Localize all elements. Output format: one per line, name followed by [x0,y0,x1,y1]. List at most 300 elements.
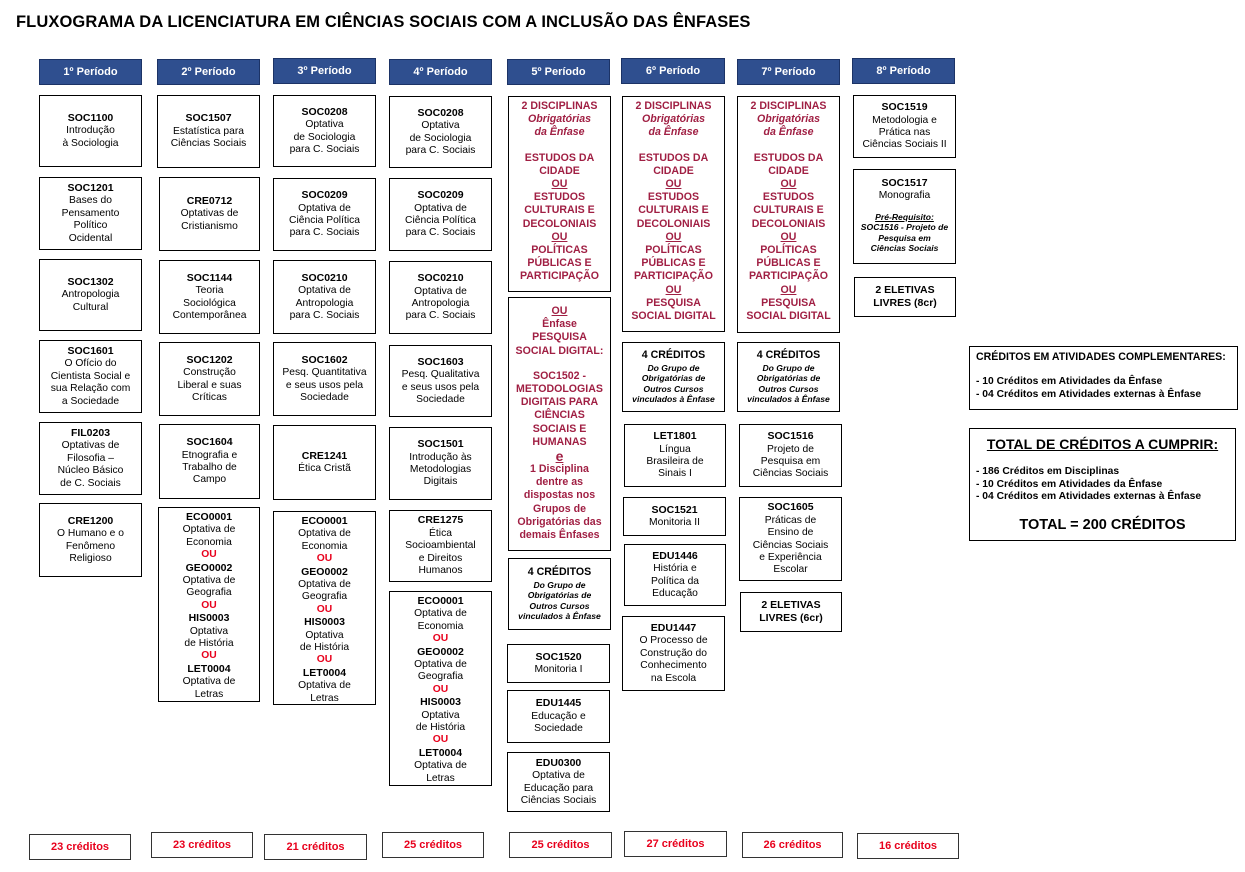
course-box-edu0300 [507,752,610,812]
course-box-cre1200 [39,503,142,577]
complementary-line: - 04 Créditos em Atividades externas à Ênfase [976,388,1202,400]
emphasis-line: Ênfase [542,318,577,331]
course-code: SOC1501 [417,438,464,451]
course-code: HIS0003 [420,696,461,709]
group-credits-line: Obrigatórias de [756,373,821,384]
course-name-line: e seus usos pela [285,379,364,391]
course-box-soc0209-p3 [273,178,376,251]
emphasis-line: Obrigatórias das [517,515,602,528]
emphasis-option: CIDADE [768,164,809,177]
total-line: - 10 Créditos em Atividades da Ênfase [976,478,1163,490]
course-name-line: Pesq. Quantitativa [282,367,367,379]
course-name-line: Monitoria II [649,517,700,528]
course-code: LET1801 [653,430,697,443]
group-credits-line: Do Grupo de [762,362,815,373]
course-name-line: Geografia [301,591,348,603]
period-credits-8: 16 créditos [857,833,959,859]
emphasis-option: CULTURAIS E [753,204,824,217]
course-code: LET0004 [418,746,463,759]
emphasis-option: POLÍTICAS [760,244,817,257]
electives-line: LIVRES (8cr) [873,297,937,309]
course-name-line: Filosofia – [67,452,114,464]
or-separator: OU [665,178,682,191]
course-name-line: de História [415,722,466,734]
emphasis-option: POLÍTICAS [531,244,588,257]
period-credits-7: 26 créditos [742,832,843,858]
period-credits-2: 23 créditos [151,832,253,858]
course-name-line: Optativa de [298,202,351,214]
emphasis-option: CULTURAIS E [638,204,709,217]
course-box-soc1602 [273,342,376,416]
digital-emphasis-box [508,297,611,551]
course-box-soc1517 [853,169,956,264]
prerequisite-line: SOC1516 - Projeto de [860,222,949,233]
course-code: LET0004 [302,666,347,679]
course-code: SOC1605 [767,501,814,514]
course-name-line: de História [299,642,350,654]
group-credits-head: 4 CRÉDITOS [641,349,706,362]
course-name-line: para C. Sociais [289,143,360,155]
course-name-line: Conhecimento [640,660,707,672]
course-name-line: Sinais I [658,468,692,480]
course-box-soc1604 [159,424,260,499]
course-name-line: Cultural [72,301,109,313]
course-name-line: Práticas de [764,514,817,526]
or-separator: OU [780,283,797,296]
course-name-line: Metodologia e [872,114,937,126]
emphasis-line: 1 Disciplina [530,463,589,476]
emphasis-head: 2 DISCIPLINAS [750,100,827,112]
course-name-line: Introdução às [409,451,472,463]
emphasis-line: Grupos de [533,502,586,515]
emphasis-option: CIDADE [539,164,580,177]
emphasis-box-p5 [508,96,611,292]
course-name-line: Monitoria I [534,664,583,675]
course-name-line: para C. Sociais [405,227,476,239]
emphasis-option: ESTUDOS [762,191,815,204]
emphasis-sub: Obrigatórias [528,113,591,126]
emphasis-option: ESTUDOS DA [524,151,595,164]
period-header-2: 2º Período [157,59,260,85]
course-name-line: Antropologia [295,297,354,309]
course-code: SOC0208 [417,106,464,119]
course-code: ECO0001 [301,515,348,527]
period-header-1: 1º Período [39,59,142,85]
emphasis-option: ESTUDOS DA [638,151,709,164]
course-name-line: na Escola [650,672,697,684]
total-title: TOTAL DE CRÉDITOS A CUMPRIR: [986,436,1219,452]
period-header-4: 4º Período [389,59,492,85]
course-code: CRE1241 [301,449,348,462]
course-box-fil0203 [39,422,142,495]
period-header-8: 8º Período [852,58,955,84]
course-box-soc1100 [39,95,142,167]
optativas-box-p4 [389,591,492,786]
course-code: SOC1202 [186,353,233,366]
electives-line: 2 ELETIVAS [761,598,821,611]
course-name-line: Letras [194,688,224,700]
course-name-line: Ciências Sociais [752,468,829,480]
course-name-line: Escolar [773,564,808,576]
course-name-line: sua Relação com [50,383,131,395]
course-name-line: Ciências Sociais [752,539,829,551]
emphasis-line: SOC1502 - [533,369,586,382]
emphasis-box-p6 [622,96,725,332]
course-box-soc0208-p4 [389,96,492,168]
course-box-soc1603 [389,345,492,417]
or-separator: OU [316,654,333,666]
total-line: - 04 Créditos em Atividades externas à Ênfase [976,491,1202,503]
course-box-cre1275 [389,510,492,582]
course-box-soc1201 [39,177,142,250]
course-name-line: Optativa de [298,680,351,692]
course-code: SOC1520 [535,650,582,663]
and-separator: e [555,448,564,465]
course-box-soc1601 [39,340,142,413]
course-box-soc1521 [623,497,726,536]
course-box-soc0210-p3 [273,260,376,334]
course-name-line: Estatística para [173,125,244,137]
course-box-soc1519 [853,95,956,158]
group-credits-line: Outros Cursos [758,383,819,394]
course-code: GEO0002 [417,645,464,658]
course-name-line: Trabalho de [182,462,237,473]
course-name-line: Brasileira de [646,456,704,467]
course-code: SOC1507 [185,112,232,125]
course-name-line: Ciência Política [405,215,476,226]
course-name-line: Optativa de [182,575,236,587]
course-name-line: Optativa de [414,608,467,620]
course-code: SOC1603 [417,355,464,368]
course-name-line: Optativas de [180,208,239,220]
course-code: EDU1446 [652,549,698,562]
course-name-line: para C. Sociais [289,227,360,239]
course-name-line: Geografia [186,587,232,599]
complementary-title: CRÉDITOS EM ATIVIDADES COMPLEMENTARES: [976,351,1226,363]
emphasis-line: DIGITAIS PARA [520,396,599,409]
period-credits-5: 25 créditos [509,832,612,858]
course-code: SOC0208 [301,105,348,118]
emphasis-line: CIÊNCIAS [534,409,585,422]
course-name-line: Optativa de [414,285,467,297]
or-separator: OU [551,305,568,317]
course-code: SOC0209 [417,189,464,202]
emphasis-line: PESQUISA [532,331,587,344]
prerequisite-label: Pré-Requisito: [875,211,934,222]
course-name-line: O Processo de [639,635,708,647]
group-credits-box-p7 [737,342,840,412]
course-code: SOC1100 [67,111,114,124]
course-code: GEO0002 [301,565,348,578]
or-separator: OU [551,230,568,243]
emphasis-option: CIDADE [653,164,694,177]
course-name-line: de História [184,638,234,650]
group-credits-line: vinculados à Ênfase [518,611,601,622]
emphasis-option: DECOLONIAIS [636,217,711,230]
course-name-line: Ciência Política [289,215,360,226]
course-name-line: Liberal e suas [177,379,242,391]
total-line: - 186 Créditos em Disciplinas [976,466,1120,477]
course-box-soc1302 [39,259,142,331]
course-name-line: Pesq. Qualitativa [401,369,480,381]
period-header-3: 3º Período [273,58,376,84]
emphasis-option: CULTURAIS E [524,204,595,217]
course-name-line: Sociológica [183,297,236,309]
course-name-line: Religioso [69,552,112,564]
emphasis-option: POLÍTICAS [645,244,702,257]
emphasis-option: PESQUISA [761,296,816,309]
total-credits-box [969,428,1236,541]
course-name-line: para C. Sociais [289,309,360,321]
course-name-line: Etnografia e [181,449,238,461]
emphasis-sub: da Ênfase [534,126,585,139]
or-separator: OU [201,650,217,662]
or-separator: OU [665,283,682,296]
course-name-line: Teoria [195,285,224,297]
course-name-line: Ensino de [767,527,814,539]
course-code: SOC1517 [881,177,928,189]
course-code: SOC1516 [767,430,814,443]
electives-box-p8 [854,277,956,317]
course-box-soc1520 [507,644,610,683]
course-name-line: de C. Sociais [60,477,121,489]
group-credits-head: 4 CRÉDITOS [756,349,821,362]
course-name-line: Optativa [421,120,460,132]
course-code: SOC0210 [301,271,348,284]
emphasis-line: dentre as [535,476,584,489]
emphasis-line: METODOLOGIAS [516,383,603,396]
course-name-line: Economia [417,620,464,632]
course-name-line: Letras [310,692,339,704]
course-name-line: O Humano e o [57,528,124,540]
course-name-line: Ciências Sociais [170,138,247,150]
course-code: EDU0300 [535,756,582,769]
course-code: SOC1521 [651,503,698,516]
period-credits-3: 21 créditos [264,834,367,860]
emphasis-option: PÚBLICAS E [527,257,592,270]
course-code: SOC1302 [67,275,114,288]
course-code: HIS0003 [304,616,345,629]
emphasis-option: ESTUDOS [647,191,700,204]
emphasis-option: PARTICIPAÇÃO [519,270,600,283]
course-code: HIS0003 [188,612,230,625]
group-credits-line: Outros Cursos [643,383,704,394]
course-name-line: de Sociologia [409,132,472,144]
course-code: SOC1201 [67,181,114,194]
emphasis-option: PÚBLICAS E [756,257,821,270]
course-name-line: Política da [650,575,700,587]
electives-box-p7 [740,592,842,632]
course-name-line: Educação [652,587,698,599]
course-box-edu1447 [622,616,725,691]
group-credits-line: vinculados à Ênfase [632,394,715,405]
course-code: FIL0203 [70,426,111,439]
course-name-line: à Sociologia [62,137,119,149]
course-box-soc0210-p4 [389,261,492,334]
or-separator: OU [432,633,449,645]
group-credits-box-p6 [622,342,725,412]
emphasis-option: PARTICIPAÇÃO [748,270,829,283]
course-name-line: e Experiência [759,551,822,563]
course-name-line: Educação e [531,710,586,722]
course-name-line: Ética [429,527,452,539]
or-separator: OU [432,683,449,695]
course-name-line: Cientista Social e [50,370,131,382]
course-name-line: e Direitos [418,552,463,564]
course-name-line: para C. Sociais [405,144,476,156]
emphasis-line: dispostas nos [523,489,596,502]
group-credits-line: Obrigatórias de [641,373,706,384]
course-box-soc0208-p3 [273,95,376,167]
course-name-line: Antropologia [411,298,470,309]
course-name-line: Críticas [192,391,227,403]
course-name-line: Optativa [421,709,460,721]
course-name-line: Optativa de [182,524,236,536]
course-name-line: Optativas de [61,440,120,452]
course-name-line: Optativa [305,119,344,131]
course-name-line: Cristianismo [181,220,238,232]
course-name-line: Ciências Sociais II [862,139,947,151]
emphasis-sub: Obrigatórias [642,113,705,126]
grand-total: TOTAL = 200 CRÉDITOS [1019,516,1186,533]
group-credits-line: Do Grupo de [647,362,700,373]
emphasis-option: ESTUDOS DA [753,151,824,164]
course-name-line: Digitais [423,476,458,488]
emphasis-sub: da Ênfase [648,126,699,139]
course-name-line: O Ofício do [64,358,117,370]
emphasis-option: SOCIAL DIGITAL [631,310,716,323]
electives-line: 2 ELETIVAS [875,283,935,296]
emphasis-option: DECOLONIAIS [522,217,597,230]
complementary-credits-box [969,346,1238,410]
course-code: ECO0001 [185,511,233,523]
course-code: CRE0712 [186,194,233,207]
course-name-line: Pesquisa em [760,456,821,467]
course-name-line: e seus usos pela [401,381,480,393]
course-name-line: Optativa [305,629,344,641]
emphasis-line: SOCIAL DIGITAL: [515,344,604,357]
course-name-line: Antropologia [61,289,120,301]
course-code: GEO0002 [185,561,233,574]
course-name-line: Projeto de [767,443,814,455]
emphasis-option: PESQUISA [646,296,701,309]
course-name-line: Socioambiental [405,540,476,552]
or-separator: OU [780,178,797,191]
course-box-soc1202 [159,342,260,416]
course-code: CRE1275 [417,514,464,527]
group-credits-box-p5 [508,558,611,630]
group-credits-head: 4 CRÉDITOS [527,566,592,579]
course-name-line: Bases do [69,195,112,207]
group-credits-line: vinculados à Ênfase [747,394,830,405]
course-name-line: Optativa de [414,659,467,671]
complementary-line: - 10 Créditos em Atividades da Ênfase [976,376,1163,387]
group-credits-line: Outros Cursos [529,600,590,611]
or-separator: OU [551,178,568,191]
course-code: EDU1445 [535,697,582,710]
emphasis-head: 2 DISCIPLINAS [521,100,598,112]
course-name-line: Economia [301,540,348,552]
course-box-cre1241 [273,425,376,500]
course-name-line: Educação para [523,782,594,794]
course-code: SOC1601 [67,344,114,357]
course-name-line: Construção do [640,647,707,659]
course-name-line: Político [73,220,108,232]
course-name-line: Optativa de [298,528,351,540]
course-name-line: Ocidental [68,232,113,244]
course-name-line: Ética Cristã [298,463,351,474]
emphasis-line: demais Ênfases [519,529,600,542]
course-name-line: Contemporânea [172,309,247,321]
course-name-line: Economia [186,536,232,548]
course-name-line: Construção [183,367,236,379]
course-name-line: Fenômeno [65,540,116,552]
group-credits-line: Obrigatórias de [527,590,592,601]
course-name-line: Letras [426,772,455,784]
course-name-line: Optativa de [298,285,351,297]
group-credits-line: Do Grupo de [533,579,586,590]
course-name-line: Língua [659,443,691,455]
emphasis-line: SOCIAIS E [532,422,587,435]
course-name-line: para C. Sociais [405,310,476,322]
course-name-line: Optativa de [414,760,467,772]
period-credits-1: 23 créditos [29,834,131,860]
optativas-box-p2 [158,507,260,702]
course-box-edu1446 [624,544,726,606]
or-separator: OU [432,734,449,746]
course-name-line: de Sociologia [293,131,356,143]
or-separator: OU [780,230,797,243]
course-name-line: Optativa de [298,579,351,591]
prerequisite-line: Ciências Sociais [870,243,939,254]
period-header-7: 7º Período [737,59,840,85]
course-code: LET0004 [187,662,231,675]
or-separator: OU [316,603,333,615]
emphasis-option: SOCIAL DIGITAL [746,310,831,323]
optativas-box-p3 [273,511,376,705]
emphasis-option: ESTUDOS [533,191,586,204]
period-credits-4: 25 créditos [382,832,484,858]
course-name-line: Pensamento [61,207,120,219]
course-name-line: Ciências Sociais [520,794,597,806]
course-code: SOC1519 [881,101,928,114]
course-box-soc1144 [159,260,260,334]
emphasis-option: PÚBLICAS E [641,257,706,270]
course-name-line: Sociedade [534,723,583,735]
course-box-soc1516 [739,424,842,487]
course-box-cre0712 [159,177,260,251]
course-code: SOC0210 [417,272,464,285]
emphasis-line: HUMANAS [532,435,587,448]
course-code: SOC0209 [301,189,348,202]
course-name-line: Optativa de [182,676,236,688]
course-code: SOC1602 [301,353,348,366]
course-name-line: Geografia [417,671,464,683]
or-separator: OU [201,599,217,611]
course-name-line: Optativa de [414,202,467,214]
course-box-soc1605 [739,497,842,581]
course-code: EDU1447 [650,621,697,634]
course-name-line: Sociedade [300,391,349,403]
course-box-soc0209-p4 [389,178,492,251]
course-name-line: Introdução [66,125,115,137]
emphasis-option: PARTICIPAÇÃO [633,270,714,283]
page-title: FLUXOGRAMA DA LICENCIATURA EM CIÊNCIAS SOCIAIS COM A INCLUSÃO DAS ÊNFASES [16,13,751,31]
course-name-line: Optativa [189,625,229,637]
period-header-6: 6º Período [621,58,725,84]
course-name-line: Humanos [418,565,463,577]
course-box-edu1445 [507,690,610,743]
